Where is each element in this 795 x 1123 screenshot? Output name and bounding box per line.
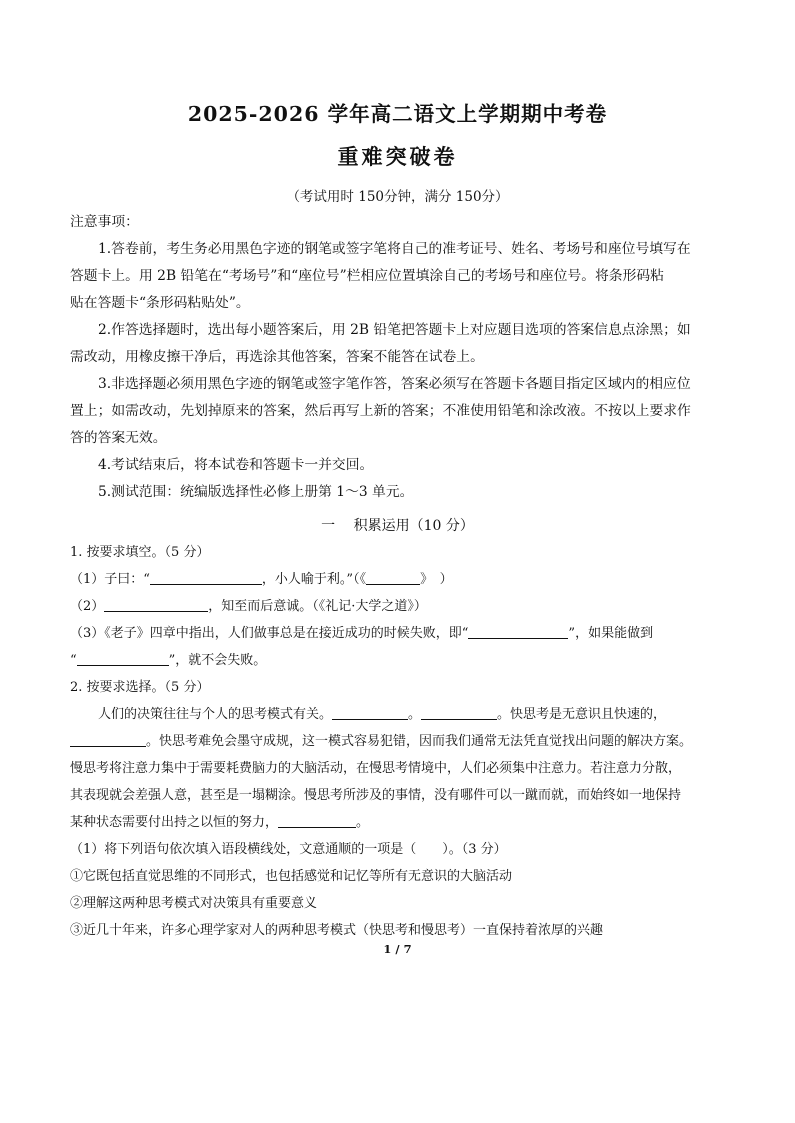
passage-line — [98, 705, 666, 725]
option-3: ③近几十年来，许多心理学家对人的两种思考模式（快思考和慢思考）一直保持着浓厚的兴趣 — [70, 923, 604, 938]
notice-line: 5.测试范围：统编版选择性必修上册第 1～3 单元。 — [98, 484, 414, 500]
sub-question: （1）将下列语句依次填入语段横线处，文意通顺的一项是（ ）。（3 分） — [70, 842, 507, 857]
fill-blank[interactable] — [332, 705, 408, 720]
notice-line: 置上；如需改动，先划掉原来的答案，然后再写上新的答案；不准使用铅笔和涂改液。不按以上要求作 — [70, 403, 691, 419]
text-segment: 某种状态需要付出持之以恒的努力， — [70, 815, 279, 830]
question-1-line-3 — [70, 624, 653, 644]
question-2-stem: 2. 按要求选择。（5 分） — [70, 680, 210, 695]
passage-line — [70, 813, 369, 833]
passage-line: 其表现就会差强人意，甚至是一塌糊涂。慢思考所涉及的事情，没有哪件可以一蹴而就，而始终如一地保持 — [70, 788, 682, 803]
notice-line: 需改动，用橡皮擦干净后，再选涂其他答案，答案不能答在试卷上。 — [70, 349, 484, 365]
notice-line: 答的答案无效。 — [70, 430, 167, 446]
passage-line — [70, 732, 692, 752]
exam-subtitle: 重难突破卷 — [337, 144, 458, 169]
text-segment: ，知至而后意诚。（《礼记·大学之道》） — [208, 599, 427, 614]
notice-line: 贴在答题卡“条形码粘贴处”。 — [70, 295, 250, 311]
option-1: ①它既包括直觉思维的不同形式，也包括感觉和记忆等所有无意识的大脑活动 — [70, 869, 513, 884]
question-1-line-4 — [70, 651, 266, 671]
notice-line: 4.考试结束后，将本试卷和答题卡一并交回。 — [98, 457, 374, 473]
text-segment: ，小人喻于利。”（《 — [261, 572, 367, 587]
text-segment: 》 ） — [420, 572, 453, 587]
exam-title: 2025-2026 学年高二语文上学期期中考卷 — [187, 102, 608, 126]
text-segment: 。 — [408, 707, 422, 722]
fill-blank[interactable] — [468, 624, 568, 639]
fill-blank[interactable] — [421, 705, 497, 720]
text-segment: （2） — [70, 599, 105, 614]
fill-blank[interactable] — [150, 570, 262, 585]
question-1-line-2 — [70, 597, 427, 617]
fill-blank[interactable] — [278, 813, 356, 828]
notice-line: 1.答卷前，考生务必用黑色字迹的钢笔或签字笔将自己的准考证号、姓名、考场号和座位号填写在 — [98, 241, 691, 257]
text-segment: 。快思考是无意识且快速的， — [497, 707, 667, 722]
text-segment: （1）子曰：“ — [70, 572, 150, 587]
text-segment: “ — [70, 653, 77, 668]
section-title: 一 积累运用（10 分） — [321, 518, 474, 534]
fill-blank[interactable] — [104, 597, 208, 612]
notice-line: 3.非选择题必须用黑色字迹的钢笔或签字笔作答，答案必须写在答题卡各题目指定区域内的相应位 — [98, 376, 691, 392]
option-2: ②理解这两种思考模式对决策具有重要意义 — [70, 896, 318, 911]
text-segment: 。 — [356, 815, 370, 830]
question-1-line-1 — [70, 570, 453, 590]
notice-line: 2.作答选择题时，选出每小题答案后，用 2B 铅笔把答题卡上对应题目选项的答案信息点涂黑；如 — [98, 322, 691, 338]
text-segment: ”，就不会失败。 — [168, 653, 267, 668]
notice-line: 答题卡上。用 2B 铅笔在“考场号”和“座位号”栏相应位置填涂自己的考场号和座位号。将条形码粘 — [70, 268, 664, 284]
text-segment: ”，如果能做到 — [568, 626, 654, 641]
text-segment: 人们的决策往往与个人的思考模式有关。 — [98, 707, 333, 722]
text-segment: 。快思考难免会墨守成规，这一模式容易犯错，因而我们通常无法凭直觉找出问题的解决方案。 — [146, 734, 693, 749]
fill-blank[interactable] — [366, 570, 420, 585]
text-segment: （3）《老子》四章中指出，人们做事总是在接近成功的时候失败，即“ — [70, 626, 469, 641]
fill-blank[interactable] — [70, 732, 146, 747]
fill-blank[interactable] — [77, 651, 169, 666]
exam-info: （考试用时 150分钟，满分 150分） — [286, 189, 509, 205]
notice-heading: 注意事项： — [70, 214, 139, 230]
question-1-stem: 1. 按要求填空。（5 分） — [70, 545, 210, 560]
passage-line: 慢思考将注意力集中于需要耗费脑力的大脑活动，在慢思考情境中，人们必须集中注意力。若注意力分散， — [70, 761, 682, 776]
page-number: 1 / 7 — [383, 942, 412, 956]
